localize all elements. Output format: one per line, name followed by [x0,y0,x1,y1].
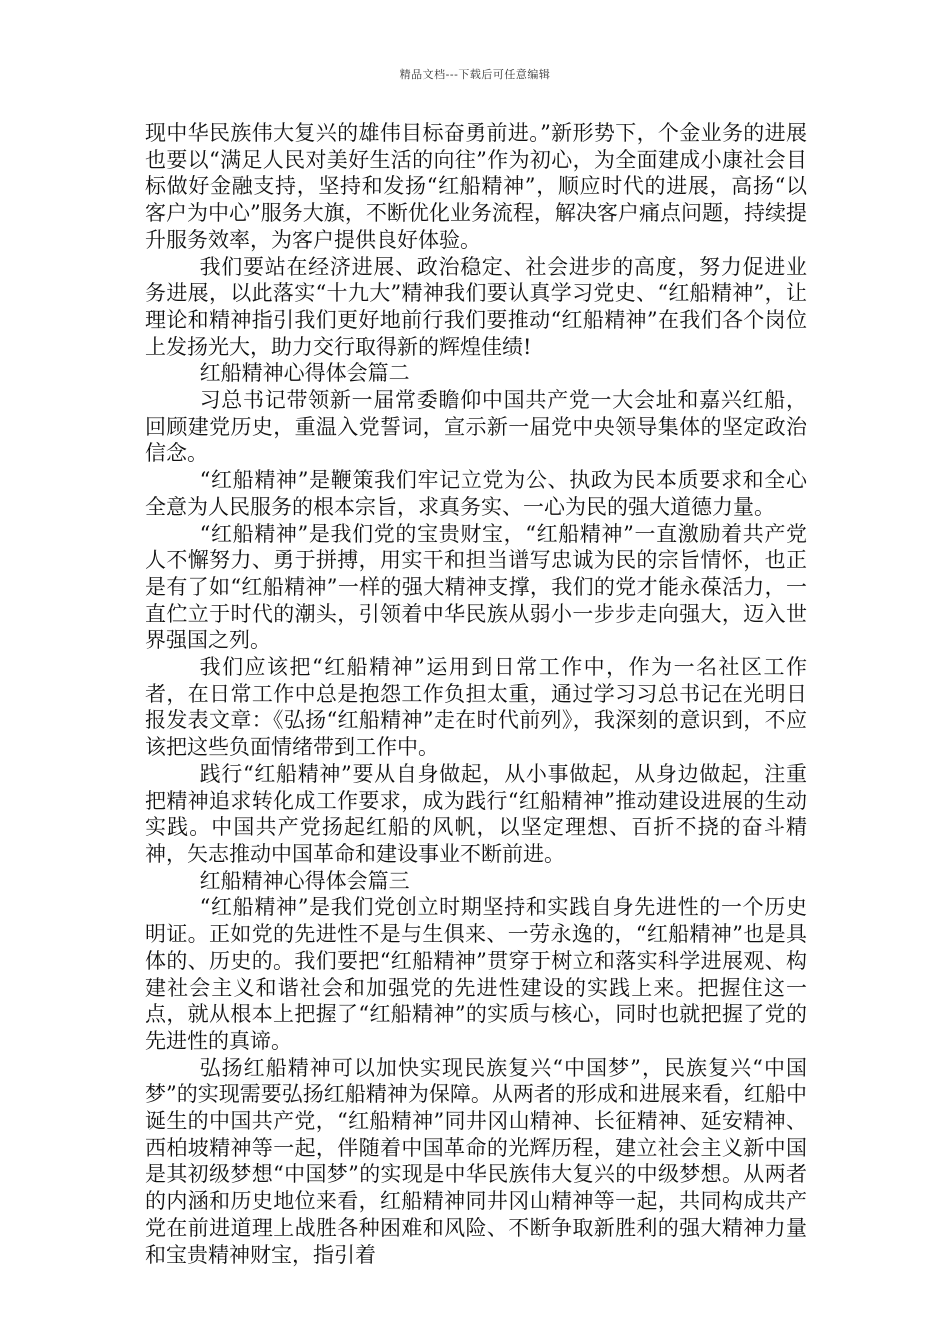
paragraph: 我们要站在经济进展、政治稳定、社会进步的高度，努力促进业务进展，以此落实“十九大”精神我们要认真学习党史、“红船精神”，让理论和精神指引我们更好地前行我们要推动“红船精神”在我们各个岗位上发扬光大，助力交行取得新的辉煌佳绩! [145,254,807,359]
section-title-part-two: 红船精神心得体会篇二 [199,361,410,386]
paragraph: “红船精神”是我们党的宝贵财宝，“红船精神”一直激励着共产党人不懈努力、勇于拼搏，用实干和担当谱写忠诚为民的宗旨情怀，也正是有了如“红船精神”一样的强大精神支撑，我们的党才能永葆活力，一直伫立于时代的潮头，引领着中华民族从弱小一步步走向强大，迈入世界强国之列。 [145,521,807,653]
paragraph: “红船精神”是鞭策我们牢记立党为公、执政为民本质要求和全心全意为人民服务的根本宗旨，求真务实、一心为民的强大道德力量。 [145,468,807,519]
paragraph: 习总书记带领新一届常委瞻仰中国共产党一大会址和嘉兴红船，回顾建党历史，重温入党誓词，宣示新一届党中央领导集体的坚定政治信念。 [145,388,807,466]
paragraph: “红船精神”是我们党创立时期坚持和实践自身先进性的一个历史明证。正如党的先进性不是与生俱来、一劳永逸的，“红船精神”也是具体的、历史的。我们要把“红船精神”贯穿于树立和落实科学进展观、构建社会主义和谐社会和加强党的先进性建设的实践上来。把握住这一点，就从根本上把握了“红船精神”的实质与核心，同时也就把握了党的先进性的真谛。 [145,895,807,1053]
paragraph: 我们应该把“红船精神”运用到日常工作中，作为一名社区工作者，在日常工作中总是抱怨工作负担太重，通过学习习总书记在光明日报发表文章：《弘扬“红船精神”走在时代前列》，我深刻的意识到，不应该把这些负面情绪带到工作中。 [145,655,807,760]
page-header-note: 精品文档---下载后可任意编辑 [399,68,551,81]
paragraph: 弘扬红船精神可以加快实现民族复兴“中国梦”，民族复兴“中国梦”的实现需要弘扬红船精神为保障。从两者的形成和进展来看，红船中诞生的中国共产党，“红船精神”同井冈山精神、长征精神、延安精神、西柏坡精神等一起，伴随着中国革命的光辉历程，建立社会主义新中国是其初级梦想“中国梦”的实现是中华民族伟大复兴的中级梦想。从两者的内涵和历史地位来看，红船精神同井冈山精神等一起，共同构成共产党在前进道理上战胜各种困难和风险、不断争取新胜利的强大精神力量和宝贵精神财宝，指引着 [145,1055,807,1267]
paragraph: 践行“红船精神”要从自身做起，从小事做起，从身边做起，注重把精神追求转化成工作要求，成为践行“红船精神”推动建设进展的生动实践。中国共产党扬起红船的风帆，以坚定理想、百折不挠的奋斗精神，矢志推动中国革命和建设事业不断前进。 [145,761,807,866]
document-body [145,120,807,1268]
section-title-part-three: 红船精神心得体会篇三 [199,868,410,893]
paragraph-continued: 现中华民族伟大复兴的雄伟目标奋勇前进。”新形势下，个金业务的进展也要以“满足人民对美好生活的向往”作为初心，为全面建成小康社会目标做好金融支持，坚持和发扬“红船精神”，顺应时代的进展，高扬“以客户为中心”服务大旗，不断优化业务流程，解决客户痛点问题，持续提升服务效率，为客户提供良好体验。 [145,121,807,252]
